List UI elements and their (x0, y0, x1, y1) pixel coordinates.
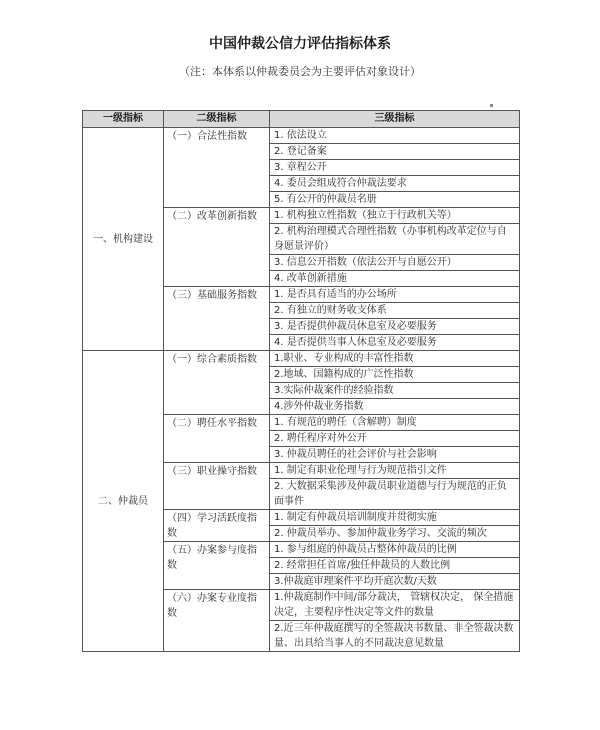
level3-indicator: 3.仲裁庭审理案件平均开庭次数/天数 (270, 574, 520, 590)
level3-indicator: 1. 是否具有适当的办公场所 (270, 287, 520, 303)
level3-indicator: 2.地域、国籍构成的广泛性指数 (270, 367, 520, 383)
header-level2: 二级指标 (164, 111, 270, 128)
level2-indicator: （一）合法性指数 (164, 128, 270, 208)
level3-indicator: 2. 机构治理模式合理性指数（办事机构改革定位与自身愿景评价） (270, 224, 520, 255)
level3-indicator: 5. 有公开的仲裁员名册 (270, 192, 520, 208)
level3-indicator: 1.仲裁庭制作中间/部分裁决， 管辖权决定， 保全措施决定，主要程序性决定等文件的数量 (270, 590, 520, 621)
level1-indicator: 一、机构建设 (83, 128, 164, 351)
level3-indicator: 3. 信息公开指数（依法公开与自愿公开） (270, 255, 520, 271)
level3-indicator: 1. 机构独立性指数（独立于行政机关等） (270, 208, 520, 224)
level3-indicator: 3. 是否提供仲裁员休息室及必要服务 (270, 319, 520, 335)
header-level3: 三级指标 (270, 111, 520, 128)
level3-indicator: 2. 经常担任首席/独任仲裁员的人数比例 (270, 558, 520, 574)
table-body (83, 128, 520, 652)
level3-indicator: 2. 大数据采集涉及仲裁员职业道德与行为规范的正负面事件 (270, 479, 520, 510)
level2-indicator: （三）职业操守指数 (164, 463, 270, 510)
level3-indicator: 3. 章程公开 (270, 160, 520, 176)
level2-indicator: （五）办案参与度指数 (164, 542, 270, 590)
level3-indicator: 3.实际仲裁案件的经验指数 (270, 383, 520, 399)
level3-indicator: 4. 委员会组成符合仲裁法要求 (270, 176, 520, 192)
level3-indicator: 2. 仲裁员举办、参加仲裁业务学习、交流的频次 (270, 526, 520, 542)
level3-indicator: 1. 制定有仲裁员培训制度并贯彻实施 (270, 510, 520, 526)
document-title: 中国仲裁公信力评估指标体系 (209, 36, 391, 52)
level3-indicator: 2. 有独立的财务收支体系 (270, 303, 520, 319)
level2-indicator: （二）改革创新指数 (164, 208, 270, 287)
level2-indicator: （二）聘任水平指数 (164, 415, 270, 463)
level3-indicator: 1. 参与组庭的仲裁员占整体仲裁员的比例 (270, 542, 520, 558)
level2-indicator: （六）办案专业度指数 (164, 590, 270, 652)
table-row (83, 128, 520, 144)
table-row (83, 351, 520, 367)
level3-indicator: 1.职业、专业构成的丰富性指数 (270, 351, 520, 367)
level3-indicator: 4. 是否提供当事人休息室及必要服务 (270, 335, 520, 351)
level3-indicator: 3. 仲裁员聘任的社会评价与社会影响 (270, 447, 520, 463)
level3-indicator: 1. 依法设立 (270, 128, 520, 144)
level2-indicator: （三）基础服务指数 (164, 287, 270, 351)
scan-speck (490, 104, 493, 107)
level2-indicator: （一）综合素质指数 (164, 351, 270, 415)
document-subtitle: （注：本体系以仲裁委员会为主要评估对象设计） (179, 65, 421, 78)
level3-indicator: 1. 有规范的聘任（含解聘）制度 (270, 415, 520, 431)
header-level1: 一级指标 (83, 111, 164, 128)
level3-indicator: 2. 登记备案 (270, 144, 520, 160)
level3-indicator: 2. 聘任程序对外公开 (270, 431, 520, 447)
table-header-row (83, 111, 520, 128)
level1-indicator: 二、仲裁员 (83, 351, 164, 652)
level3-indicator: 1. 制定有职业伦理与行为规范指引文件 (270, 463, 520, 479)
indicator-table (82, 110, 520, 652)
level3-indicator: 4.涉外仲裁业务指数 (270, 399, 520, 415)
level3-indicator: 4. 改革创新措施 (270, 271, 520, 287)
level3-indicator: 2.近三年仲裁庭撰写的全签裁决书数量、非全签裁决数 量、出具给当事人的不同裁决意见数量 (270, 621, 520, 652)
level2-indicator: （四）学习活跃度指数 (164, 510, 270, 542)
